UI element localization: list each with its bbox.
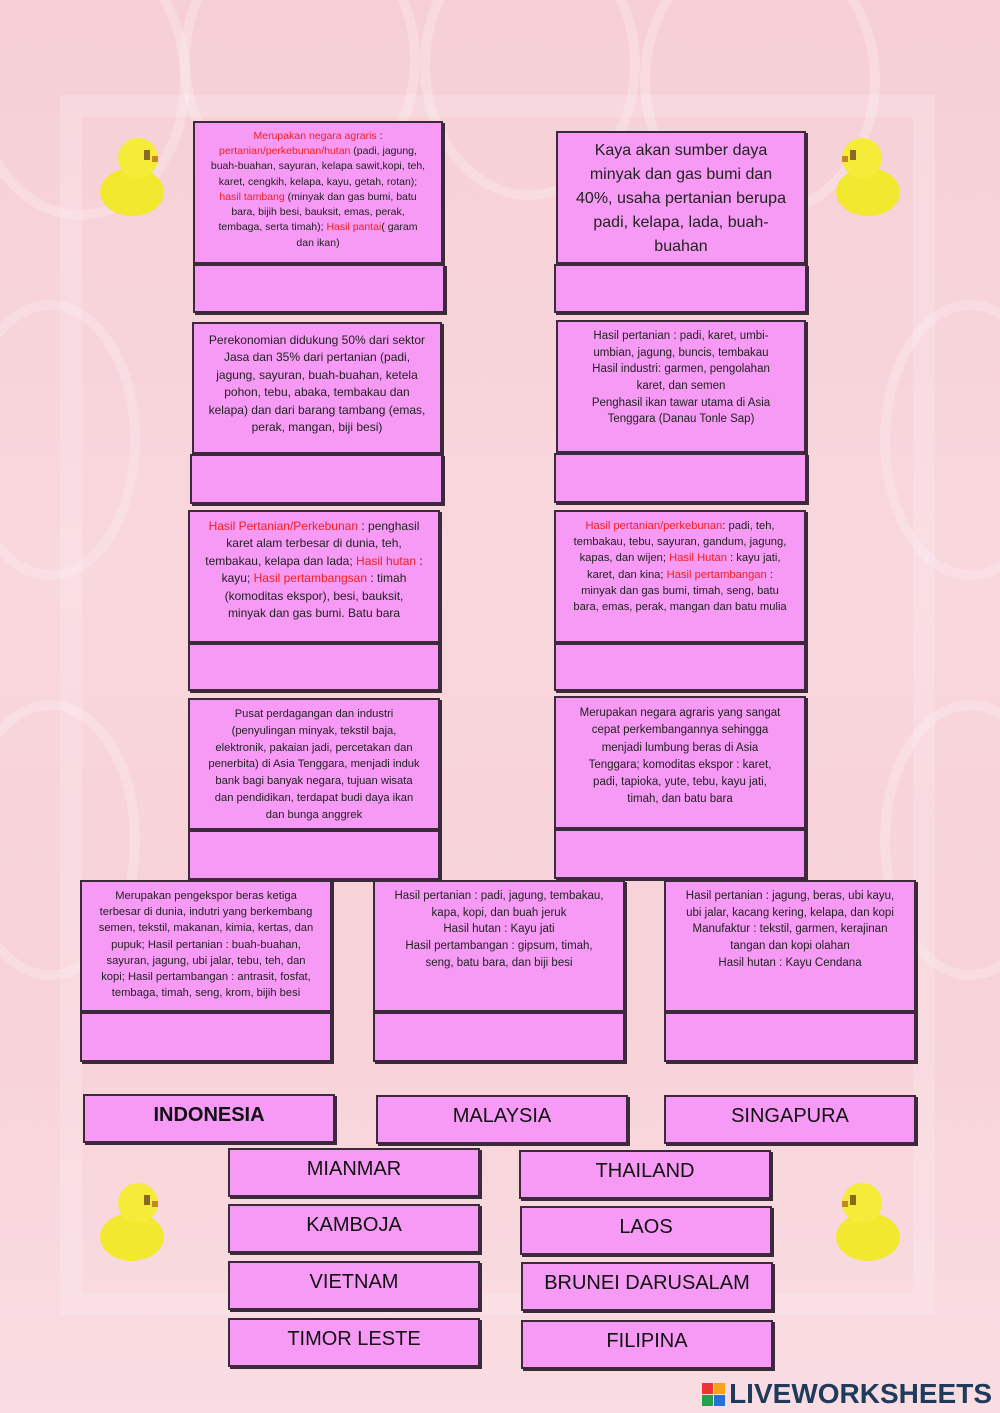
logo-icon — [702, 1383, 725, 1406]
logo-text: LIVEWORKSHEETS — [729, 1378, 992, 1409]
drop-zone[interactable] — [554, 453, 807, 503]
clue-card: Perekonomian didukung 50% dari sektor Jasa dan 35% dari pertanian (padi, jagung, sayuran, buah-buahan, ketela pohon, tebu, abaka, tembakau dan kelapa) dan dari barang tambang (emas, perak, mangan, biji besi) — [192, 322, 442, 454]
duck-icon — [828, 130, 908, 220]
label-kamboja[interactable]: KAMBOJA — [228, 1204, 480, 1253]
drop-zone[interactable] — [554, 829, 806, 879]
clue-card: Merupakan negara agraris : pertanian/perkebunan/hutan (padi, jagung, buah-buahan, sayuran, kelapa sawit,kopi, teh, karet, cengkih, kelapa, kayu, getah, rotan); hasil tambang (minyak dan gas bumi, batu bara, bijih besi, bauksit, emas, perak, tembaga, serta timah); Hasil pantai( garam dan ikan) — [193, 121, 443, 264]
clue-card: Kaya akan sumber daya minyak dan gas bumi dan 40%, usaha pertanian berupa padi, kelapa, lada, buah- buahan — [556, 131, 806, 264]
drop-zone[interactable] — [554, 643, 806, 691]
label-brunei-darusalam[interactable]: BRUNEI DARUSALAM — [521, 1262, 773, 1311]
liveworksheets-logo — [702, 1379, 992, 1409]
label-mianmar[interactable]: MIANMAR — [228, 1148, 480, 1197]
label-filipina[interactable]: FILIPINA — [521, 1320, 773, 1369]
duck-icon — [92, 130, 172, 220]
clue-card: Pusat perdagangan dan industri (penyulingan minyak, tekstil baja, elektronik, pakaian jadi, percetakan dan penerbita) di Asia Tenggara, menjadi induk bank bagi banyak negara, tujuan wisata dan pendidikan, terdapat budi daya ikan dan bunga anggrek — [188, 698, 440, 830]
label-malaysia[interactable]: MALAYSIA — [376, 1095, 628, 1144]
drop-zone[interactable] — [188, 830, 440, 880]
clue-card: Hasil pertanian : padi, jagung, tembakau, kapa, kopi, dan buah jeruk Hasil hutan : Kayu jati Hasil pertambangan : gipsum, timah, seng, batu bara, dan biji besi — [373, 880, 625, 1012]
label-vietnam[interactable]: VIETNAM — [228, 1261, 480, 1310]
clue-card: Hasil pertanian : padi, karet, umbi- umbian, jagung, buncis, tembakau Hasil industri: garmen, pengolahan karet, dan semen Penghasil ikan tawar utama di Asia Tenggara (Danau Tonle Sap) — [556, 320, 806, 453]
drop-zone[interactable] — [190, 454, 443, 504]
drop-zone[interactable] — [664, 1012, 916, 1062]
clue-card: Hasil pertanian : jagung, beras, ubi kayu, ubi jalar, kacang kering, kelapa, dan kopi Manufaktur : tekstil, garmen, kerajinan tangan dan kopi olahan Hasil hutan : Kayu Cendana — [664, 880, 916, 1012]
duck-icon — [92, 1175, 172, 1265]
label-laos[interactable]: LAOS — [520, 1206, 772, 1255]
clue-card: Merupakan pengekspor beras ketiga terbesar di dunia, indutri yang berkembang semen, tekstil, makanan, kimia, kertas, dan pupuk; Hasil pertanian : buah-buahan, sayuran, jagung, ubi jalar, tebu, teh, dan kopi; Hasil pertambangan : antrasit, fosfat, tembaga, timah, seng, krom, bijih besi — [80, 880, 332, 1012]
drop-zone[interactable] — [193, 264, 445, 313]
drop-zone[interactable] — [188, 643, 440, 691]
label-singapura[interactable]: SINGAPURA — [664, 1095, 916, 1144]
label-thailand[interactable]: THAILAND — [519, 1150, 771, 1199]
clue-card: Hasil pertanian/perkebunan: padi, teh, tembakau, tebu, sayuran, gandum, jagung, kapas, dan wijen; Hasil Hutan : kayu jati, karet, dan kina; Hasil pertambangan : minyak dan gas bumi, timah, seng, batu bara, emas, perak, mangan dan batu mulia — [554, 510, 806, 643]
label-timor-leste[interactable]: TIMOR LESTE — [228, 1318, 480, 1367]
drop-zone[interactable] — [373, 1012, 625, 1062]
clue-card: Merupakan negara agraris yang sangat cepat perkembangannya sehingga menjadi lumbung beras di Asia Tenggara; komoditas ekspor : karet, padi, tapioka, yute, tebu, kayu jati, timah, dan batu bara — [554, 696, 806, 829]
label-indonesia[interactable]: INDONESIA — [83, 1094, 335, 1143]
clue-card: Hasil Pertanian/Perkebunan : penghasil karet alam terbesar di dunia, teh, tembakau, kelapa dan lada; Hasil hutan : kayu; Hasil pertambangsan : timah (komoditas ekspor), besi, bauksit, minyak dan gas bumi. Batu bara — [188, 510, 440, 643]
duck-icon — [828, 1175, 908, 1265]
drop-zone[interactable] — [80, 1012, 332, 1062]
drop-zone[interactable] — [554, 264, 807, 313]
